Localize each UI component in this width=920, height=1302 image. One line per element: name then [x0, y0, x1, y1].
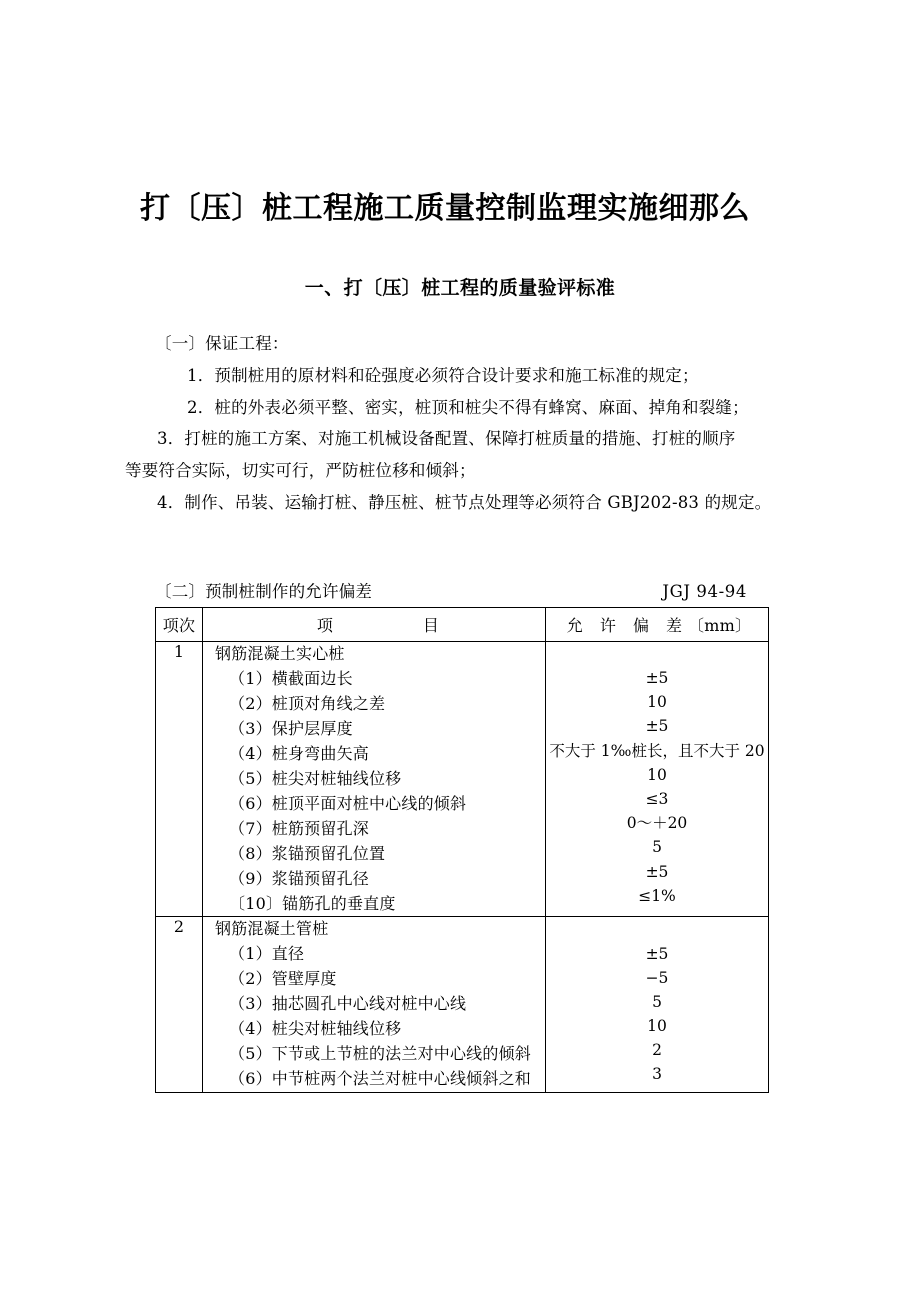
row-items	[203, 917, 546, 1093]
paragraph-item-3-line2: 等要符合实际，切实可行，严防桩位移和倾斜；	[125, 460, 476, 480]
row-item: （3）保护层厚度	[229, 718, 353, 738]
row-item: （6）桩顶平面对桩中心线的倾斜	[229, 793, 467, 813]
row-item: 〔10〕锚筋孔的垂直度	[229, 893, 396, 913]
row-item: （4）桩身弯曲矢高	[229, 743, 369, 763]
row-item-title: 钢筋混凝土实心桩	[215, 643, 345, 663]
table-row	[156, 917, 769, 1093]
row-tolerance: ≤3	[645, 790, 669, 808]
header-item-name	[203, 607, 546, 641]
row-item: （9）浆锚预留孔径	[229, 868, 369, 888]
body-text	[100, 301, 820, 518]
row-item: （6）中节桩两个法兰对桩中心线倾斜之和	[229, 1069, 531, 1089]
table-caption-text: 〔二〕预制桩制作的允许偏差	[155, 582, 373, 602]
row-tolerance: ±5	[645, 944, 669, 963]
row-tolerance: ≤1%	[638, 886, 676, 905]
table-caption	[155, 580, 765, 607]
row-tolerance: 10	[647, 1017, 667, 1036]
paragraph-item-3-line1: 3．打桩的施工方案、对施工机械设备配置、保障打桩质量的措施、打桩的顺序	[157, 429, 736, 449]
row-item-title: 钢筋混凝土管桩	[215, 919, 329, 939]
header-item-name-a: 项	[316, 615, 343, 635]
table-body	[156, 641, 769, 1092]
row-tolerance: −5	[645, 968, 669, 987]
row-item: （5）下节或上节桩的法兰对中心线的倾斜	[229, 1044, 531, 1064]
table-head	[156, 607, 769, 641]
row-item: （5）桩尖对桩轴线位移	[229, 768, 402, 788]
row-tolerance: 2	[652, 1041, 662, 1060]
row-item: （3）抽芯圆孔中心线对桩中心线	[229, 994, 467, 1014]
section-heading: 一、打〔压〕桩工程的质量验评标准	[304, 276, 616, 299]
header-tolerance-b: 〔mm〕	[688, 615, 752, 635]
row-number: 1	[156, 641, 203, 916]
row-number: 2	[156, 917, 203, 1093]
row-tolerances	[546, 641, 769, 916]
row-tolerance	[546, 917, 768, 941]
row-tolerance	[546, 642, 768, 666]
row-tolerance: ±5	[645, 669, 669, 688]
row-item: （4）桩尖对桩轴线位移	[229, 1019, 402, 1039]
paragraph-item-1: 1．预制桩用的原材料和砼强度必须符合设计要求和施工标准的规定；	[187, 365, 699, 385]
row-tolerance: 10	[647, 693, 667, 712]
row-item: （7）桩筋预留孔深	[229, 818, 369, 838]
row-item: （1）直径	[229, 944, 305, 964]
row-tolerance: 0～＋20	[626, 814, 688, 833]
row-item: （2）管壁厚度	[229, 969, 337, 989]
row-tolerance: 不大于 1‰桩长，且不大于 20	[549, 741, 765, 760]
row-tolerance: 10	[647, 765, 667, 784]
row-item: （2）桩顶对角线之差	[229, 693, 386, 713]
row-tolerance: 3	[652, 1065, 662, 1084]
row-tolerance: 5	[652, 838, 662, 857]
row-tolerance: ±5	[645, 717, 669, 736]
header-item-no: 项次	[156, 607, 203, 641]
paragraph-item-2: 2．桩的外表必须平整、密实，桩顶和桩尖不得有蜂窝、麻面、掉角和裂缝；	[187, 397, 749, 417]
tolerance-table-block	[100, 518, 820, 1093]
row-tolerance: ±5	[645, 862, 669, 881]
row-item: （1）横截面边长	[229, 668, 353, 688]
paragraph-item-4: 4．制作、吊装、运输打桩、静压桩、桩节点处理等必须符合 GBJ202-83 的规定。	[157, 492, 772, 512]
table-standard-code: JGJ 94-94	[662, 582, 747, 602]
row-tolerance: 5	[652, 992, 662, 1011]
table-header-row	[156, 607, 769, 641]
row-item: （8）浆锚预留孔位置	[229, 843, 386, 863]
page-title: 打〔压〕桩工程施工质量控制监理实施细那么	[140, 191, 750, 226]
row-tolerances	[546, 917, 769, 1093]
paragraph-guarantee-label: 〔一〕保证工程：	[155, 334, 289, 354]
header-tolerance-a: 允 许 偏 差	[566, 615, 689, 635]
tolerance-table	[155, 607, 769, 1093]
table-row	[156, 641, 769, 916]
header-item-name-b: 目	[422, 615, 440, 635]
row-items	[203, 641, 546, 916]
header-tolerance	[546, 607, 769, 641]
